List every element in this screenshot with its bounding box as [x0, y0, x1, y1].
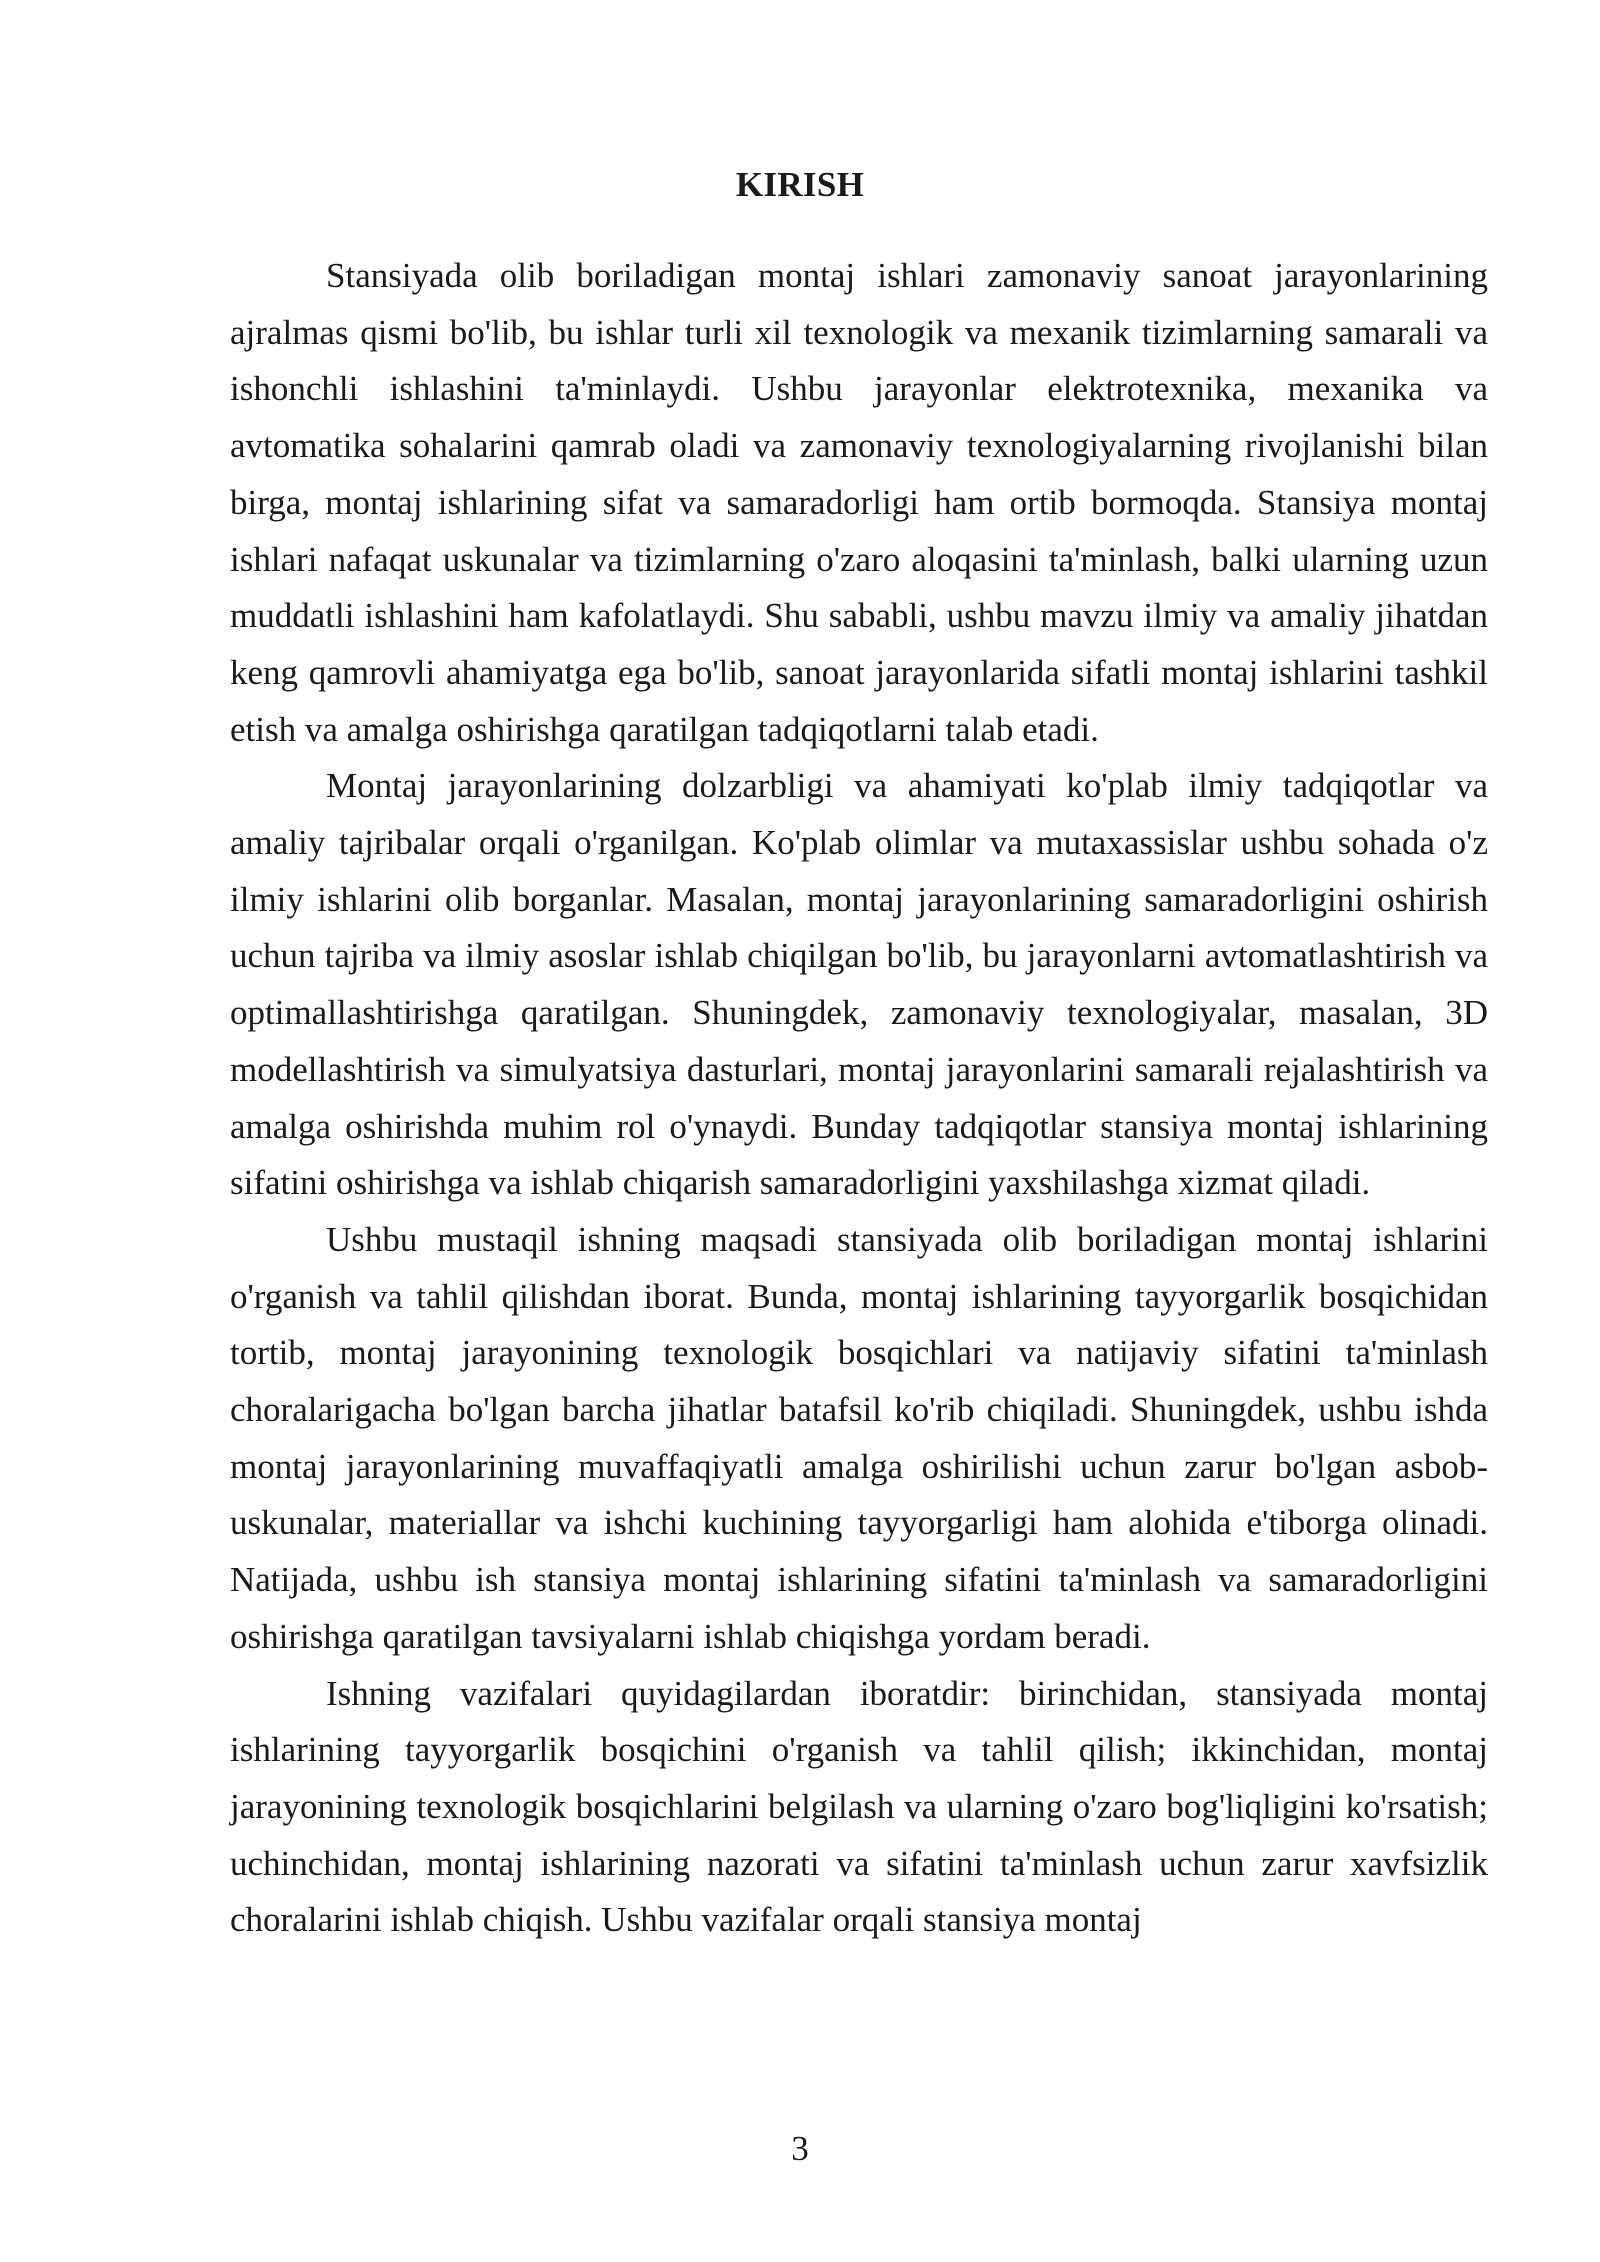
section-title: KIRISH	[735, 165, 865, 204]
paragraph-4: Ishning vazifalari quyidagilardan iboratdir: birinchidan, stansiyada montaj ishlarining tayyorgarlik bosqichini o'rganish va tahlil qilish; ikkinchidan, montaj jarayonining texnologik bosqichlarini belgilash va ularning o'zaro bog'liqligini ko'rsatish; uchinchidan, montaj ishlarining nazorati va sifatini ta'minlash uchun zarur xavfsizlik choralarini ishlab chiqish. Ushbu vazifalar orqali stansiya montaj	[230, 1673, 1488, 1940]
page-number: 3	[791, 2129, 809, 2168]
paragraph-2: Montaj jarayonlarining dolzarbligi va ahamiyati ko'plab ilmiy tadqiqotlar va amaliy tajribalar orqali o'rganilgan. Ko'plab olimlar va mutaxassislar ushbu sohada o'z ilmiy ishlarini olib borganlar. Masalan, montaj jarayonlarining samaradorligini oshirish uchun tajriba va ilmiy asoslar ishlab chiqilgan bo'lib, bu jarayonlarni avtomatlashtirish va optimallashtirishga qaratilgan. Shuningdek, zamonaviy texnologiyalar, masalan, 3D modellashtirish va simulyatsiya dasturlari, montaj jarayonlarini samarali rejalashtirish va amalga oshirishda muhim rol o'ynaydi. Bunday tadqiqotlar stansiya montaj ishlarining sifatini oshirishga va ishlab chiqarish samaradorligini yaxshilashga xizmat qiladi.	[230, 766, 1488, 1203]
paragraph-3: Ushbu mustaqil ishning maqsadi stansiyada olib boriladigan montaj ishlarini o'rganish va tahlil qilishdan iborat. Bunda, montaj ishlarining tayyorgarlik bosqichidan tortib, montaj jarayonining texnologik bosqichlari va natijaviy sifatini ta'minlash choralarigacha bo'lgan barcha jihatlar batafsil ko'rib chiqiladi. Shuningdek, ushbu ishda montaj jarayonlarining muvaffaqiyatli amalga oshirilishi uchun zarur bo'lgan asbob-uskunalar, materiallar va ishchi kuchining tayyorgarligi ham alohida e'tiborga olinadi. Natijada, ushbu ish stansiya montaj ishlarining sifatini ta'minlash va samaradorligini oshirishga qaratilgan tavsiyalarni ishlab chiqishga yordam beradi.	[230, 1219, 1488, 1656]
body-text	[230, 248, 1488, 1949]
paragraph-1: Stansiyada olib boriladigan montaj ishlari zamonaviy sanoat jarayonlarining ajralmas qismi bo'lib, bu ishlar turli xil texnologik va mexanik tizimlarning samarali va ishonchli ishlashini ta'minlaydi. Ushbu jarayonlar elektrotexnika, mexanika va avtomatika sohalarini qamrab oladi va zamonaviy texnologiyalarning rivojlanishi bilan birga, montaj ishlarining sifat va samaradorligi ham ortib bormoqda. Stansiya montaj ishlari nafaqat uskunalar va tizimlarning o'zaro aloqasini ta'minlash, balki ularning uzun muddatli ishlashini ham kafolatlaydi. Shu sababli, ushbu mavzu ilmiy va amaliy jihatdan keng qamrovli ahamiyatga ega bo'lib, sanoat jarayonlarida sifatli montaj ishlarini tashkil etish va amalga oshirishga qaratilgan tadqiqotlarni talab etadi.	[230, 256, 1488, 749]
